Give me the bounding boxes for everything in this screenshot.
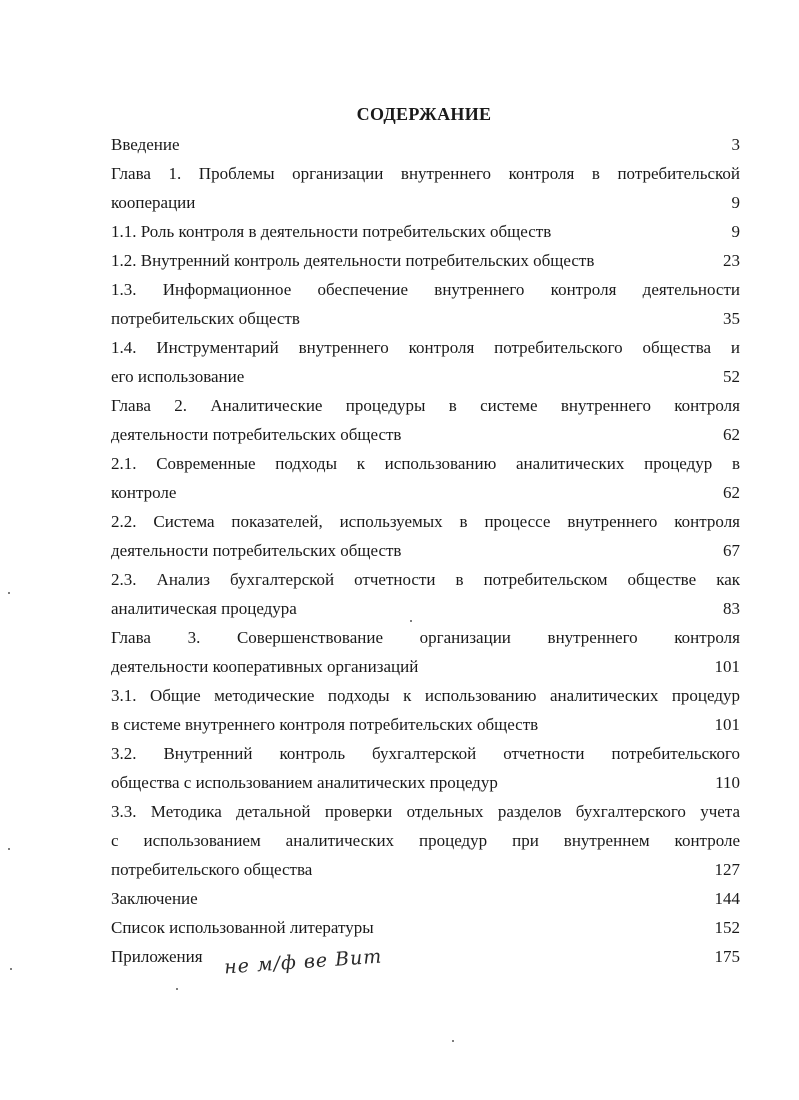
toc-entry-label: Глава 2. Аналитические процедуры в системе внутреннего контроля [111, 396, 740, 415]
toc-entry-label: контроле [111, 483, 177, 502]
toc-entry-label: аналитическая процедура [111, 599, 297, 618]
toc-entry [111, 884, 740, 913]
table-of-contents [111, 130, 740, 971]
toc-entry-page: 62 [723, 483, 740, 502]
toc-entry-page: 152 [714, 918, 740, 937]
toc-entry-page: 175 [714, 947, 740, 966]
toc-entry-label: потребительских обществ [111, 309, 300, 328]
toc-entry-label: 3.3. Методика детальной проверки отдельных разделов бухгалтерского учета [111, 802, 740, 821]
toc-entry [111, 449, 740, 507]
toc-entry [111, 942, 740, 971]
toc-entry [111, 623, 740, 681]
toc-entry-page: 127 [714, 860, 740, 879]
toc-entry-label: его использование [111, 367, 245, 386]
toc-entry-label: общества с использованием аналитических процедур [111, 773, 498, 792]
scan-speck [8, 848, 10, 850]
toc-entry-label: потребительского общества [111, 860, 313, 879]
toc-entry-label: Введение [111, 135, 180, 154]
toc-entry-label: 2.3. Анализ бухгалтерской отчетности в потребительском обществе как [111, 570, 740, 589]
toc-entry-label: 1.2. Внутренний контроль деятельности потребительских обществ [111, 251, 595, 270]
toc-entry [111, 797, 740, 884]
toc-entry-label: 2.1. Современные подходы к использованию аналитических процедур в [111, 454, 740, 473]
toc-entry [111, 246, 740, 275]
toc-entry-page: 3 [731, 135, 740, 154]
toc-entry-label: 1.3. Информационное обеспечение внутреннего контроля деятельности [111, 280, 740, 299]
toc-entry [111, 739, 740, 797]
toc-entry-label: 3.2. Внутренний контроль бухгалтерской отчетности потребительского [111, 744, 740, 763]
toc-entry-label: кооперации [111, 193, 196, 212]
toc-entry-label: деятельности потребительских обществ [111, 541, 402, 560]
scan-speck [176, 988, 178, 990]
toc-entry [111, 333, 740, 391]
toc-entry-label: деятельности потребительских обществ [111, 425, 402, 444]
toc-entry [111, 159, 740, 217]
toc-entry-page: 101 [714, 657, 740, 676]
handwritten-note: не м/ф ве Вит [223, 945, 384, 979]
toc-entry-page: 62 [723, 425, 740, 444]
toc-entry-page: 23 [723, 251, 740, 270]
toc-entry-label: Глава 3. Совершенствование организации внутреннего контроля [111, 628, 740, 647]
toc-entry-page: 9 [731, 193, 740, 212]
scan-speck [10, 968, 12, 970]
toc-entry-label: 1.4. Инструментарий внутреннего контроля потребительского общества и [111, 338, 740, 357]
page-title: СОДЕРЖАНИЕ [356, 104, 492, 124]
toc-entry-page: 101 [714, 715, 740, 734]
toc-entry-page: 35 [723, 309, 740, 328]
toc-entry-label: в системе внутреннего контроля потребительских обществ [111, 715, 539, 734]
toc-entry [111, 681, 740, 739]
toc-entry [111, 275, 740, 333]
toc-entry-page: 9 [731, 222, 740, 241]
toc-entry-label: Заключение [111, 889, 198, 908]
toc-entry-page: 110 [715, 773, 740, 792]
toc-entry-label: деятельности кооперативных организаций [111, 657, 419, 676]
scan-speck [8, 592, 10, 594]
toc-entry-label: Список использованной литературы [111, 918, 374, 937]
toc-entry [111, 391, 740, 449]
toc-entry-label: 2.2. Система показателей, используемых в процессе внутреннего контроля [111, 512, 740, 531]
toc-entry-label: Приложения [111, 947, 203, 966]
toc-entry-label: с использованием аналитических процедур при внутреннем контроле [111, 831, 740, 850]
toc-entry-page: 144 [714, 889, 740, 908]
scan-speck [452, 1040, 454, 1042]
toc-entry [111, 565, 740, 623]
toc-entry-page: 83 [723, 599, 740, 618]
toc-entry-label: 1.1. Роль контроля в деятельности потребительских обществ [111, 222, 552, 241]
toc-entry-label: 3.1. Общие методические подходы к использованию аналитических процедур [111, 686, 740, 705]
toc-entry [111, 913, 740, 942]
toc-entry-page: 52 [723, 367, 740, 386]
toc-entry [111, 217, 740, 246]
toc-entry [111, 130, 740, 159]
toc-entry-page: 67 [723, 541, 740, 560]
scan-speck [410, 620, 412, 622]
toc-entry [111, 507, 740, 565]
toc-entry-label: Глава 1. Проблемы организации внутреннего контроля в потребительской [111, 164, 740, 183]
